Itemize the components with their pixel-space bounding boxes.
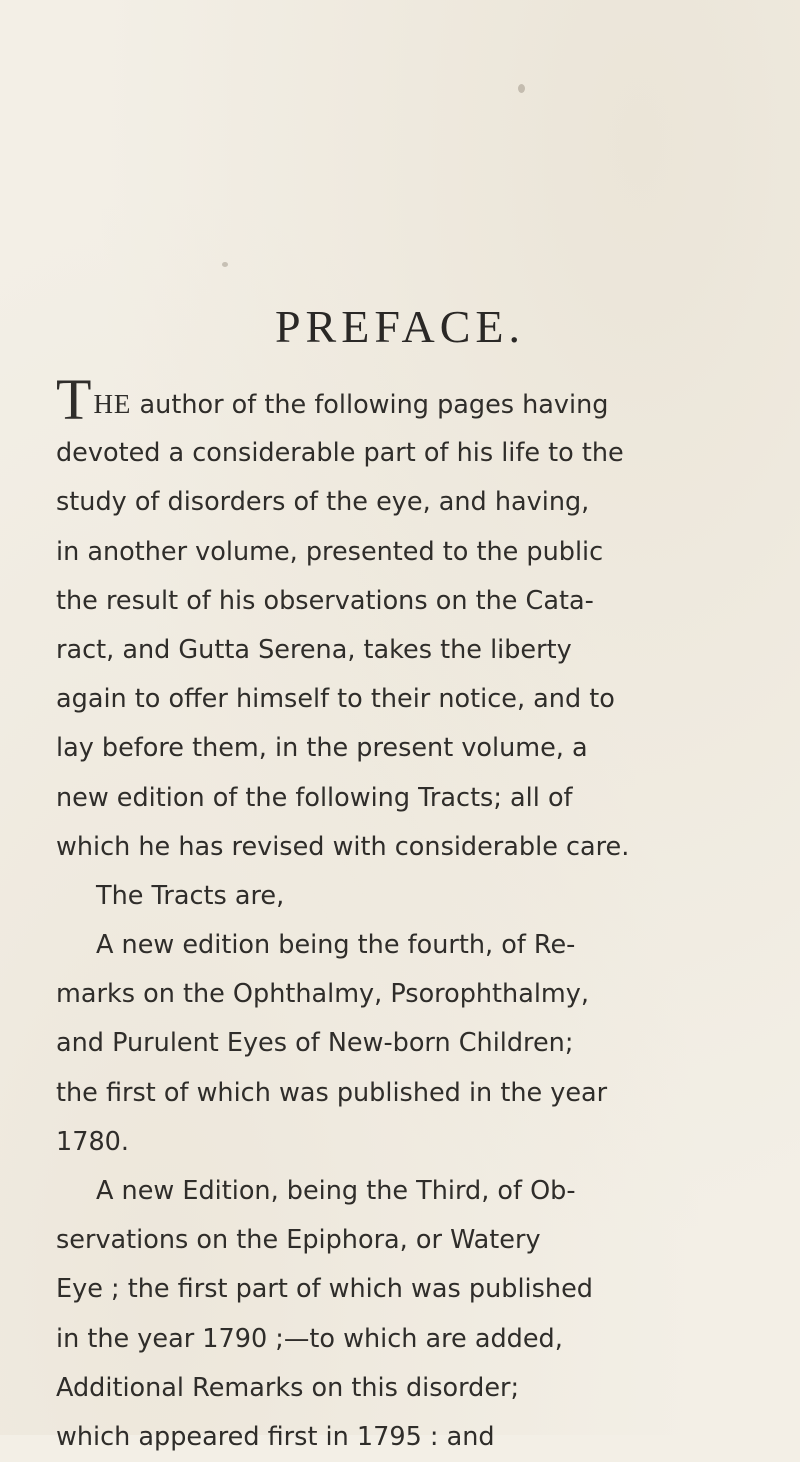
text-line: in another volume, presented to the public	[56, 536, 604, 567]
ink-speck	[222, 262, 228, 267]
text-line: again to offer himself to their notice, and to	[56, 684, 615, 715]
text-line: Additional Remarks on this disorder;	[56, 1372, 520, 1403]
text-line: A new edition being the fourth, of Re-	[96, 930, 576, 961]
ink-speck	[518, 84, 525, 93]
opening-smallcaps: HE	[93, 389, 132, 419]
opening-line	[56, 367, 676, 432]
text-line: ract, and Gutta Serena, takes the liberty	[56, 634, 572, 665]
text-line: marks on the Ophthalmy, Psorophthalmy,	[56, 979, 589, 1010]
text-line: The Tracts are,	[96, 880, 285, 911]
text-line: A new Edition, being the Third, of Ob-	[96, 1176, 576, 1206]
text-line: study of disorders of the eye, and having,	[56, 487, 590, 518]
text-line: Eye ; the first part of which was published	[56, 1274, 593, 1305]
page-title: PREFACE.	[274, 301, 526, 352]
preface-body	[56, 367, 676, 1462]
text-line: servations on the Epiphora, or Watery	[56, 1225, 541, 1256]
text-line: the result of his observations on the Cata-	[56, 585, 594, 616]
text-line: which he has revised with considerable care.	[56, 831, 630, 862]
text-line: lay before them, in the present volume, a	[56, 733, 588, 764]
text-line: new edition of the following Tracts; all of	[56, 782, 573, 813]
text-line: and Purulent Eyes of New-born Children;	[56, 1028, 574, 1059]
text-line: 1780.	[56, 1126, 130, 1157]
text-line: the first of which was published in the year	[56, 1077, 608, 1108]
text-line: devoted a considerable part of his life to the	[56, 438, 624, 469]
text-line: in the year 1790 ;—to which are added,	[56, 1323, 563, 1354]
text-line: which appeared first in 1795 : and	[56, 1421, 495, 1452]
opening-rest: author of the following pages having	[131, 390, 609, 420]
drop-cap: T	[56, 367, 92, 432]
